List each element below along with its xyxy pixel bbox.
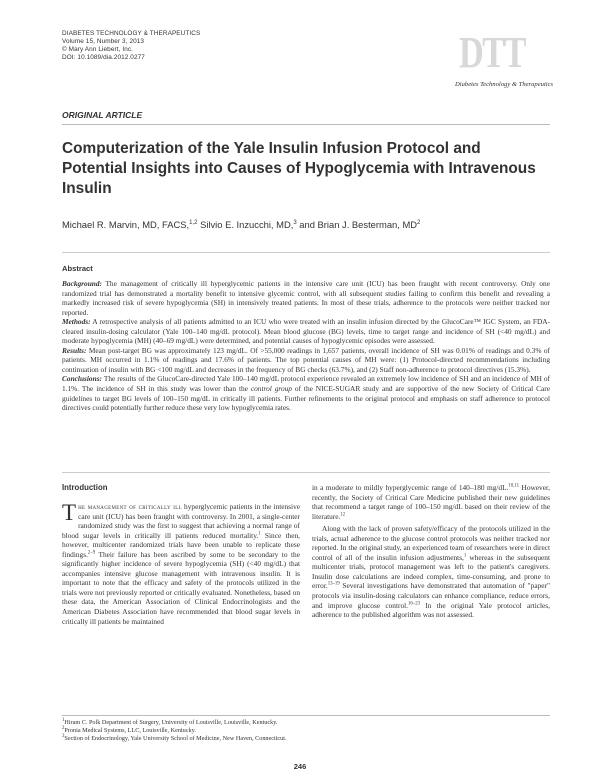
drop-cap: T [62,500,77,525]
logo-name: Diabetes Technology & Therapeutics [455,81,554,88]
page-number: 246 [293,762,307,771]
abstract-methods: Methods: A retrospective analysis of all patients admitted to an ICU who were treated with an insulin infusion directed by the GlucoCare™ IGC System, an FDA-cleared insulin-dosing calculator (Yale 100–140 mg/dL protocol). Mean blood glucose (BG) levels, time to target range and incidence of SH (<40 mg/dL) and moderate hypoglycemia (MH) (40–69 mg/dL) were determined, and potential causes of hypoglycemic episodes were assessed. [62,317,551,346]
abstract-label: Conclusions: [62,374,102,384]
abstract-divider-bottom [62,472,550,473]
footnote: $^2$Pronia Medical Systems, LLC, Louisville, Kentucky. [62,725,196,734]
abstract-results: Results: Mean post-target BG was approximately 123 mg/dL. Of >55,000 readings in 1,657 patients, overall incidence of SH was 0.01% of readings and 0.3% of patients. MH occurred in 1.1% of readings and 17.6% of patients. The top potential causes of MH were: (1) Protocol-directed recommendations including continuation of insulin with BG <100 mg/dL and decreases in the frequency of BG checks (63.7%), and (2) Staff non-adherence to protocol directives (15.3%). [62,345,550,374]
abstract-label: Background: [62,279,102,288]
author-name: Silvio E. Inzucchi, MD, [200,219,294,230]
footnote: $^1$Hiram C. Polk Department of Surgery, University of Louisville, Louisville, Kentucky. [62,717,278,726]
footnote-divider [62,715,550,716]
abstract-divider-top [62,252,550,253]
journal-name: DIABETES TECHNOLOGY & THERAPEUTICS [62,30,201,37]
abstract-label: Methods: [62,317,91,327]
citation: 13–19 [327,582,340,588]
citation: 16–23 [408,601,420,607]
paragraph: Along with the lack of proven safety/efficacy of the protocols utilized in the trials, actual adherence to the glucose control protocols was neither tracked nor reported. In the original study, an experienced team of researchers were in direct control of all of the insulin infusion adjustments,$^1$ whereas in the subsequent multicenter trials, protocol management was left to the patient's caregivers. Insulin dose calculations are indeed complex, time-consuming, and prone to error.$^{13-19}$ Several investigations have demonstrated that automation of "paper" protocols via insulin-dosing calculators can enhance compliance, reduce errors, and improve glucose control.$^{16-23}$ In the original Yale protocol articles, adherence to the published algorithm was not assessed. [312,524,551,620]
author-list [62,219,420,230]
affiliation-footnotes [62,719,550,743]
article-title: Computerization of the Yale Insulin Infusion Protocol and Potential Insights into Causes of Hypoglycemia with Intravenous Insulin [62,140,536,197]
journal-logo [455,28,554,103]
copyright: © Mary Ann Liebert, Inc. [62,46,134,53]
doi: DOI: 10.1089/dia.2012.0277 [62,54,145,61]
body-column-right [312,483,550,620]
citation: 1 [258,531,261,537]
journal-info [62,30,200,62]
citation: 12 [340,512,346,518]
author-affiliation: 2 [417,219,421,226]
footnote: $^3$Section of Endocrinology, Yale University School of Medicine, New Haven, Connecticut. [62,733,287,742]
abstract-conclusions: Conclusions: The results of the GlucoCare-directed Yale 100–140 mg/dL protocol experience revealed an extremely low incidence of SH and an incidence of MH of 1.1%. The incidence of SH in this study was lower than the control group of the NICE-SUGAR study and are supportive of the new Society of Critical Care guidelines to target BG levels of 100–150 mg/dL in critically ill patients. Further refinements to the original protocol and emphasis on staff adherence to protocol directives could potentially further reduce these very low hypoglycemia rates. [62,374,550,413]
body-column-left [62,502,300,626]
author-affiliation: 3 [293,219,297,226]
volume-info: Volume 15, Number 3, 2013 [62,38,145,45]
abstract-heading: Abstract [62,264,93,273]
abstract-background: Background: The management of critically ill hyperglycemic patients in the intensive care unit (ICU) has been fraught with recent controversy. Only one randomized trial has demonstrated a mortality benefit to intensive glycemic control, with all subsequent studies failing to confirm this benefit and revealing a markedly increased risk of severe hypoglycemia (SH) in intensively treated patients. In most of these trials, adherence to the protocols were neither tracked nor reported. [62,279,550,317]
citation: 10,11 [508,483,520,489]
author-name: and Brian J. Besterman, MD [299,219,418,230]
logo-mark: DTT [459,28,525,77]
citation: 2–9 [87,550,96,556]
abstract-body [62,279,550,413]
paragraph: in a moderate to mildly hyperglycemic range of 140–180 mg/dL.$^{10,11}$ However, recently, the Society of Critical Care Medicine published their new guidelines that recommend a target range of 100–150 mg/dL based on their review of the literature.$^{12}$ [312,483,550,521]
introduction-heading: Introduction [62,483,108,492]
author-affiliation: 1,2 [189,219,198,226]
citation: 1 [463,553,467,559]
section-label: ORIGINAL ARTICLE [62,110,143,120]
abstract-label: Results: [62,345,87,355]
paragraph: The management of critically ill hyperglycemic patients in the intensive care unit (ICU) has been fraught with controversy. In 2001, a single-center randomized study was the first to suggest that achieving a normal range of blood sugar levels in critically ill patients reduced mortality.$^1$ Since then, however, multicenter randomized trials have been unable to replicate these findings.$^{2-9}$ Their failure has been ascribed by some to be secondary to the significantly higher incidence of severe hypoglycemia (SH) (<40 mg/dL) that accompanies intensive glucose management with intravenous insulin. It is important to note that the efficacy and safety of the protocols utilized in the trials were not previously reported or critically evaluated. Nonetheless, based on these data, the American Association of Clinical Endocrinologists and the American Diabetes Association have recommended that blood sugar levels in critically ill patients be maintained [62,500,300,626]
title-divider [62,124,550,125]
author-name: Michael R. Marvin, MD, FACS, [62,219,190,230]
